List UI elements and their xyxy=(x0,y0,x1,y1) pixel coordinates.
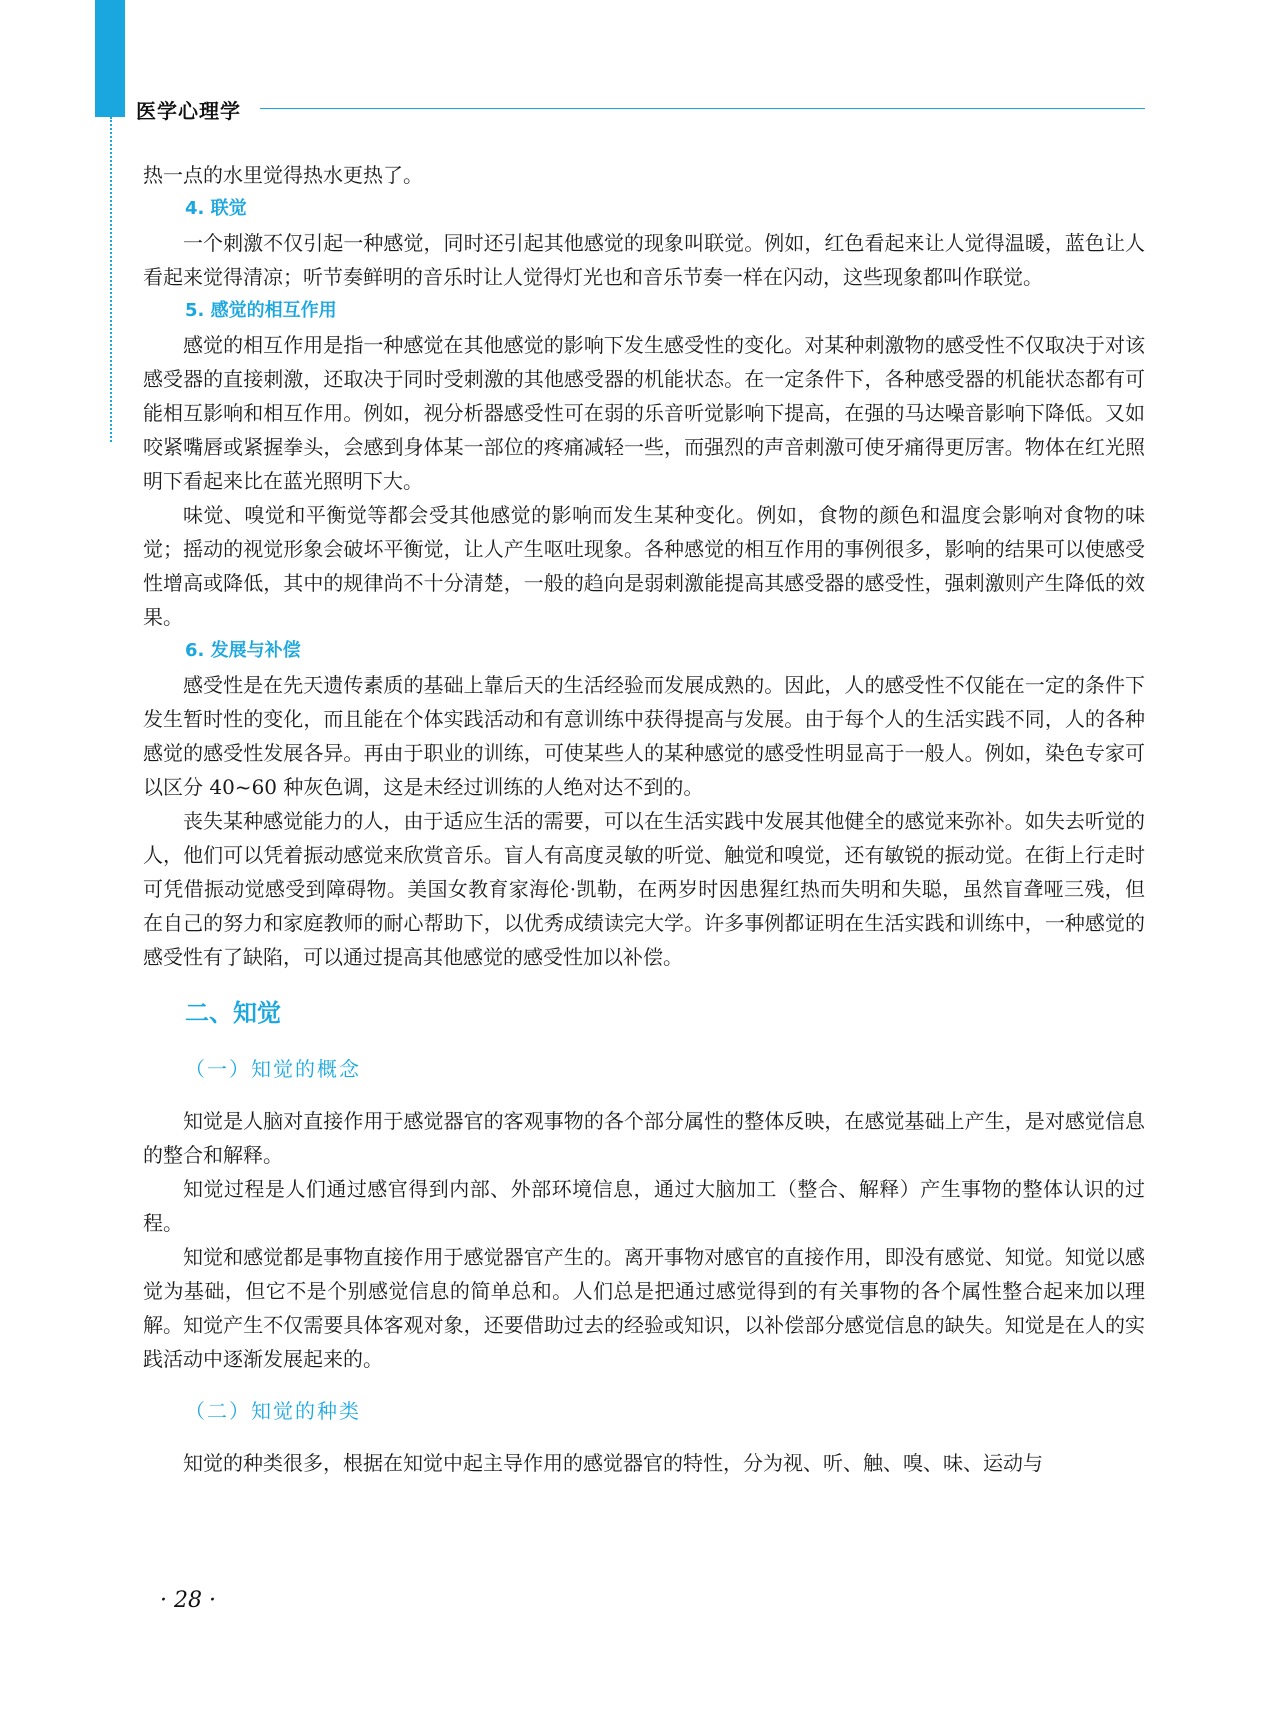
subsection-heading-types: （二）知觉的种类 xyxy=(185,1399,361,1423)
paragraph: 知觉的种类很多，根据在知觉中起主导作用的感觉器官的特性，分为视、听、触、嗅、味、运动与 xyxy=(183,1451,1043,1475)
continuation-paragraph: 热一点的水里觉得热水更热了。 xyxy=(143,163,423,187)
paragraph: 知觉和感觉都是事物直接作用于感觉器官产生的。离开事物对感官的直接作用，即没有感觉、知觉。知觉以感觉为基础，但它不是个别感觉信息的简单总和。人们总是把通过感觉得到的有关事物的各个属性整合起来加以理解。知觉产生不仅需要具体客观对象，还要借助过去的经验或知识，以补偿部分感觉信息的缺失。知觉是在人的实践活动中逐渐发展起来的。 xyxy=(143,1245,1145,1371)
heading-sensory-interaction: 5. 感觉的相互作用 xyxy=(185,300,337,321)
page-body xyxy=(143,158,1145,1480)
paragraph: 味觉、嗅觉和平衡觉等都会受其他感觉的影响而发生某种变化。例如，食物的颜色和温度会影响对食物的味觉；摇动的视觉形象会破坏平衡觉，让人产生呕吐现象。各种感觉的相互作用的事例很多，影响的结果可以使感受性增高或降低，其中的规律尚不十分清楚，一般的趋向是弱刺激能提高其感受器的感受性，强刺激则产生降低的效果。 xyxy=(143,503,1145,629)
paragraph: 感觉的相互作用是指一种感觉在其他感觉的影响下发生感受性的变化。对某种刺激物的感受性不仅取决于对该感受器的直接刺激，还取决于同时受刺激的其他感受器的机能状态。在一定条件下，各种感受器的机能状态都有可能相互影响和相互作用。例如，视分析器感受性可在弱的乐音听觉影响下提高，在强的马达噪音影响下降低。又如咬紧嘴唇或紧握拳头，会感到身体某一部位的疼痛减轻一些，而强烈的声音刺激可使牙痛得更厉害。物体在红光照明下看起来比在蓝光照明下大。 xyxy=(143,333,1145,493)
header-rule xyxy=(260,108,1145,109)
paragraph: 一个刺激不仅引起一种感觉，同时还引起其他感觉的现象叫联觉。例如，红色看起来让人觉得温暖，蓝色让人看起来觉得清凉；听节奏鲜明的音乐时让人觉得灯光也和音乐节奏一样在闪动，这些现象都叫作联觉。 xyxy=(143,231,1145,289)
heading-synesthesia: 4. 联觉 xyxy=(185,198,247,219)
paragraph: 感受性是在先天遗传素质的基础上靠后天的生活经验而发展成熟的。因此，人的感受性不仅能在一定的条件下发生暂时性的变化，而且能在个体实践活动和有意训练中获得提高与发展。由于每个人的生活实践不同，人的各种感觉的感受性发展各异。再由于职业的训练，可使某些人的某种感觉的感受性明显高于一般人。例如，染色专家可以区分 40~60 种灰色调，这是未经过训练的人绝对达不到的。 xyxy=(143,673,1145,799)
paragraph: 丧失某种感觉能力的人，由于适应生活的需要，可以在生活实践中发展其他健全的感觉来弥补。如失去听觉的人，他们可以凭着振动感觉来欣赏音乐。盲人有高度灵敏的听觉、触觉和嗅觉，还有敏锐的振动觉。在街上行走时可凭借振动觉感受到障碍物。美国女教育家海伦·凯勒，在两岁时因患猩红热而失明和失聪，虽然盲聋哑三残，但在自己的努力和家庭教师的耐心帮助下，以优秀成绩读完大学。许多事例都证明在生活实践和训练中，一种感觉的感受性有了缺陷，可以通过提高其他感觉的感受性加以补偿。 xyxy=(143,809,1145,969)
paragraph: 知觉过程是人们通过感官得到内部、外部环境信息，通过大脑加工（整合、解释）产生事物的整体认识的过程。 xyxy=(143,1177,1145,1235)
subsection-heading-concept: （一）知觉的概念 xyxy=(185,1057,361,1081)
section-heading-perception: 二、知觉 xyxy=(185,999,281,1027)
margin-dotted-line xyxy=(110,117,112,442)
paragraph: 知觉是人脑对直接作用于感觉器官的客观事物的各个部分属性的整体反映，在感觉基础上产生，是对感觉信息的整合和解释。 xyxy=(143,1109,1145,1167)
header-accent-bar xyxy=(95,0,125,117)
page-number: · 28 · xyxy=(160,1588,216,1613)
heading-development-compensation: 6. 发展与补偿 xyxy=(185,640,301,661)
running-header-title: 医学心理学 xyxy=(136,99,241,123)
